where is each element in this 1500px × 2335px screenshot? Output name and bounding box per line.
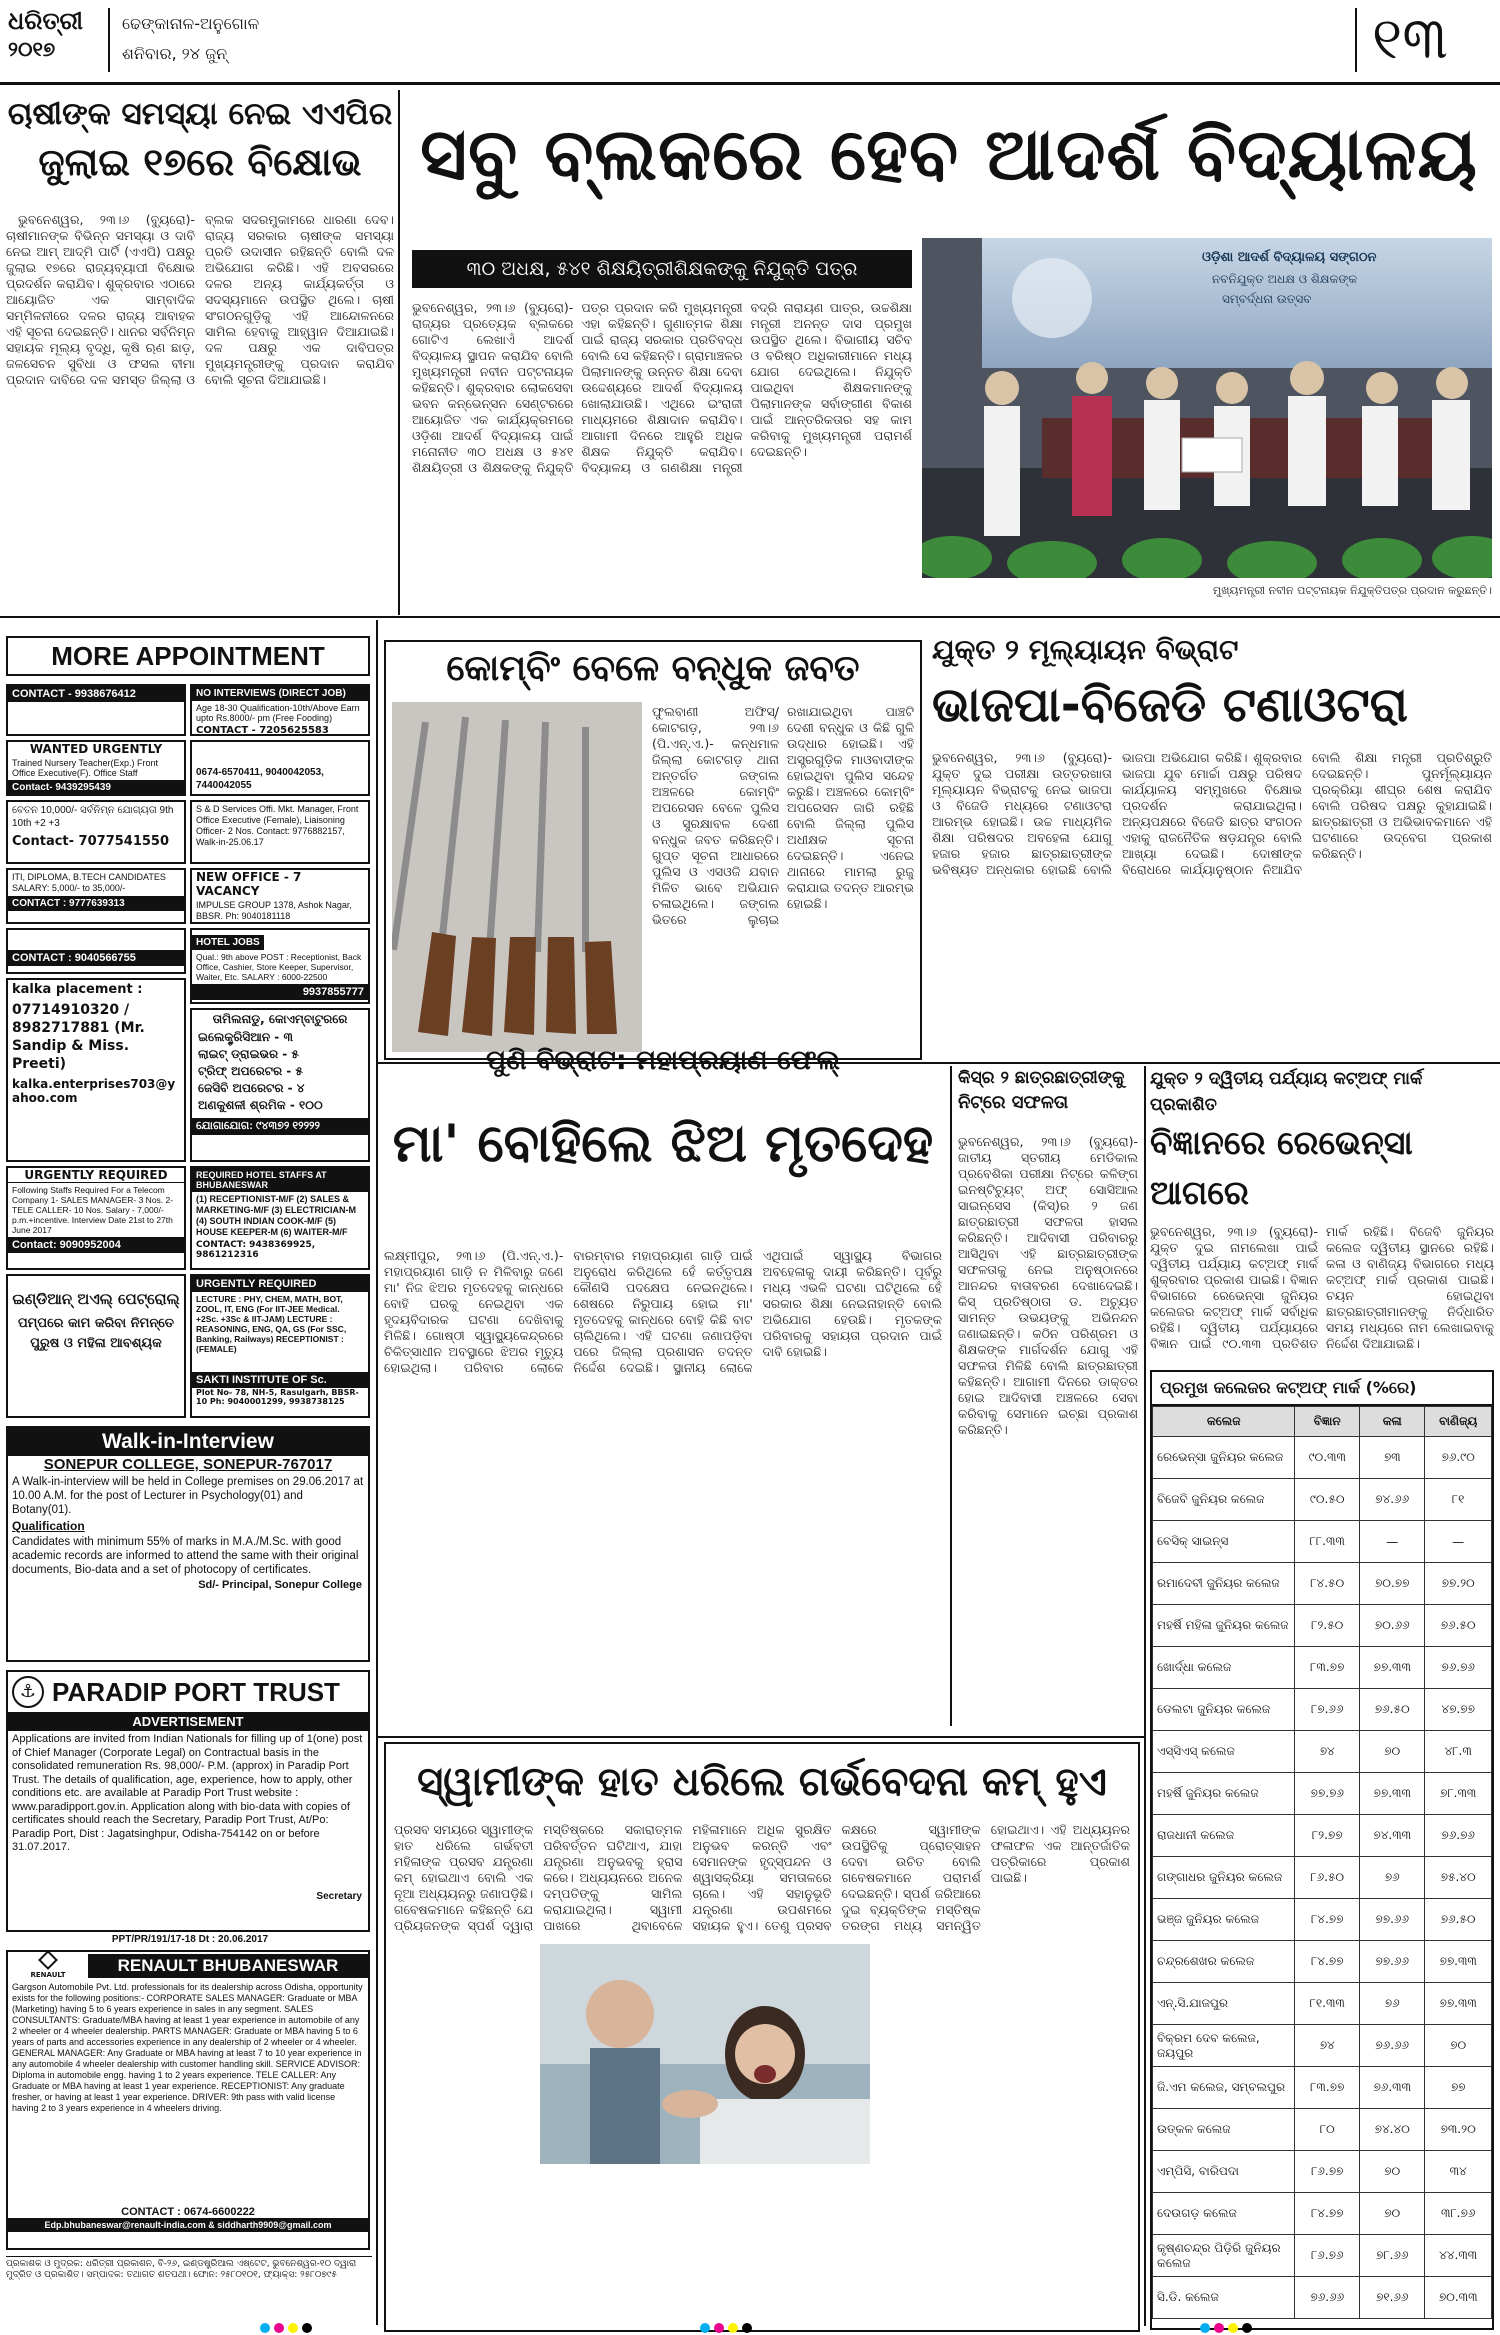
cell-science: ୮୬.୫୦ <box>1295 1857 1360 1899</box>
cell-college: ଏସ୍‌ସିଏସ୍ କଲେଜ <box>1153 1731 1295 1773</box>
cutoff-table <box>1152 1406 1492 2319</box>
story-bjp-body: ଭୁବନେଶ୍ୱର, ୨୩।୬ (ବ୍ୟୁରୋ)- ଯୁକ୍ତ ଦୁଇ ପରୀକ୍ଷା ଉତ୍ତରଖାତା ମୂଲ୍ୟାୟନ ବିଭ୍ରାଟକୁ ନେଇ ଭାଜପା ଓ ବିଜେଡି ମଧ୍ୟରେ ଟଣାଓଟରା ଆରମ୍ଭ ହୋଇଛି। ଉଚ୍ଚ ମାଧ୍ୟମିକ ଶିକ୍ଷା ପରିଷଦର ଅବହେଳା ଯୋଗୁ ହଜାର ହଜାର ଛାତ୍ରଛାତ୍ରୀଙ୍କ ଭବିଷ୍ୟତ ଅନ୍ଧକାର ହୋଇଛି ବୋଲି ଭାଜପା ଅଭିଯୋଗ କରିଛି। ଶୁକ୍ରବାର ଭାଜପା ଯୁବ ମୋର୍ଚ୍ଚା ପକ୍ଷରୁ ପରିଷଦ କାର୍ଯ୍ୟାଳୟ ସମ୍ମୁଖରେ ବିକ୍ଷୋଭ ପ୍ରଦର୍ଶନ କରାଯାଇଥିଲା। ଅନ୍ୟପକ୍ଷରେ ବିଜେଡି ଛାତ୍ର ସଂଗଠନ ଏହାକୁ ରାଜନୈତିକ ଷଡ଼ଯନ୍ତ୍ର ବୋଲି ଆଖ୍ୟା ଦେଇଛି। ଦୋଷୀଙ୍କ ବିରୋଧରେ କାର୍ଯ୍ୟାନୁଷ୍ଠାନ ନିଆଯିବ ବୋଲି ଶିକ୍ଷା ମନ୍ତ୍ରୀ ପ୍ରତିଶ୍ରୁତି ଦେଇଛନ୍ତି। ପୁନର୍ମୂଲ୍ୟାୟନ ପ୍ରକ୍ରିୟା ଶୀଘ୍ର ଶେଷ କରାଯିବ ବୋଲି ପରିଷଦ ପକ୍ଷରୁ କୁହାଯାଇଛି। ଛାତ୍ରଛାତ୍ରୀ ଓ ଅଭିଭାବକମାନେ ଏହି ଘଟଣାରେ ଉଦ୍ବେଗ ପ୍ରକାଶ କରିଛନ୍ତି। <box>932 750 1492 877</box>
story-husband <box>384 1742 1140 2332</box>
cell-college: ଏମ୍‌ପିସି, ବାରିପଦା <box>1153 2151 1295 2193</box>
ad-urgent-1-head: URGENTLY REQUIRED <box>8 1168 184 1183</box>
reg-mark-cyan <box>260 2323 270 2333</box>
ad-tamilnadu-head: ତାମିଲନାଡୁ, କୋଏମ୍ବାଟୁରରେ <box>212 1012 348 1026</box>
footer-imprint: ପ୍ରକାଶକ ଓ ମୁଦ୍ରକ: ଧରିତ୍ରୀ ପ୍ରକାଶନ, ବି-୨୬, ଇଣ୍ଡଷ୍ଟ୍ରିଆଲ ଏଷ୍ଟେଟ, ଭୁବନେଶ୍ୱର-୧୦ ଦ୍ୱାରା ମୁଦ୍ରିତ ଓ ପ୍ରକାଶିତ। ସମ୍ପାଦକ: ତଥାଗତ ଶତପଥୀ। ଫୋନ: ୨୫୮୦୧୦୧, ଫ୍ୟାକ୍ସ: ୨୫୮୦୭୯୫ <box>6 2256 372 2320</box>
photo-banner-text-1: ଓଡ଼ିଶା ଆଦର୍ଶ ବିଦ୍ୟାଳୟ ସଙ୍ଗଠନ <box>1202 250 1377 265</box>
cell-college: ଗଙ୍ଗାଧର ଜୁନିୟର କଲେଜ <box>1153 1857 1295 1899</box>
cell-commerce: ୭୬.୭୬ <box>1425 1647 1492 1689</box>
renault-diamond-icon <box>38 1950 58 1970</box>
ad-urgent-2-body: LECTURE : PHY, CHEM, MATH, BOT, ZOOL, IT, ENG (For IIT-JEE Medical. +2Sc. +3Sc & IIT-JAM) LECTURE : REASONING, ENG, QA, GS (For SSC, Banking, Railways) RECEPTIONIST : (FEMALE) <box>196 1294 347 1354</box>
cutoff-table-row <box>1153 1815 1492 1857</box>
cell-college: ଉତ୍କଳ କଲେଜ <box>1153 2109 1295 2151</box>
ad-sd-services <box>190 800 370 864</box>
story-hearse-kicker: ପୁଣି ବିଭ୍ରାଟ: ମହାପ୍ରୟାଣ ଫେଲ୍ <box>486 1045 840 1076</box>
cutoff-table-row <box>1153 2109 1492 2151</box>
cell-commerce: ୭୬.୫୦ <box>1425 1899 1492 1941</box>
ad-tamilnadu <box>190 1008 370 1162</box>
ad-urgent-1-contact: Contact: 9090952004 <box>8 1237 184 1253</box>
cell-commerce: ୩୮.୭୬ <box>1425 2193 1492 2235</box>
ad-petrol-head: ଇଣ୍ଡିଆନ୍ ଅଏଲ୍ ପେଟ୍ରୋଲ୍ <box>12 1290 180 1308</box>
cell-science: ୮୪.୭୭ <box>1295 1899 1360 1941</box>
ad-tamilnadu-line: ଇଲେକ୍ଟ୍ରିସିଆନ - ୩ <box>198 1030 293 1044</box>
cutoff-table-row <box>1153 1521 1492 1563</box>
cell-commerce: ୪୭.୭୭ <box>1425 1689 1492 1731</box>
cell-science: ୮୩.୭୭ <box>1295 2067 1360 2109</box>
ad-urgent-1 <box>6 1166 186 1270</box>
page-number: ୧୩ <box>1372 4 1448 72</box>
cell-science: ୮୬.୭୭ <box>1295 2151 1360 2193</box>
ad-renault-contact: CONTACT : 0674-6600222 <box>121 2206 255 2218</box>
cell-college: ଖୋର୍ଦ୍ଧା କଲେଜ <box>1153 1647 1295 1689</box>
cell-college: ବିକ୍ରମ ଦେବ କଲେଜ, ଜୟପୁର <box>1153 2025 1295 2067</box>
story-bjp <box>932 630 1492 1050</box>
story-cutoff-kicker: ଯୁକ୍ତ ୨ ଦ୍ୱିତୀୟ ପର୍ଯ୍ୟାୟ କଟ୍‌ଅଫ୍ ମାର୍କ ପ୍ରକାଶିତ <box>1150 1069 1423 1115</box>
cell-college: ଦେଉଗଡ଼ କଲେଜ <box>1153 2193 1295 2235</box>
cutoff-table-row <box>1153 2067 1492 2109</box>
reg-mark-magenta <box>1214 2323 1224 2333</box>
cutoff-table-header <box>1153 1407 1492 1437</box>
photo-banner-text-3: ସମ୍ବର୍ଦ୍ଧନା ଉତ୍ସବ <box>1222 292 1312 306</box>
ad-urgent-2-head: URGENTLY REQUIRED <box>192 1276 368 1292</box>
ad-renault-head: RENAULT BHUBANESWAR <box>88 1954 368 1978</box>
cell-college: ଜି.ଏମ କଲେଜ, ସମ୍ବଲପୁର <box>1153 2067 1295 2109</box>
cell-arts: ୭୭.୬୬ <box>1360 1941 1425 1983</box>
story-guns-headline: କୋମ୍ବିଂ ବେଳେ ବନ୍ଧୁକ ଜବତ <box>446 648 860 689</box>
cutoff-table-row <box>1153 1647 1492 1689</box>
paper-name: ଧରିତ୍ରୀ <box>8 6 83 35</box>
ad-hotel-staff <box>190 1166 370 1270</box>
col-arts: କଳା <box>1360 1407 1425 1437</box>
ad-hotel-body: Qual.: 9th above POST : Receptionist, Back Office, Cashier, Store Keeper, Supervisor, Waiter, Etc. SALARY : 6000-22500 <box>196 952 362 982</box>
cutoff-table-row <box>1153 2193 1492 2235</box>
ad-renault <box>6 1950 370 2250</box>
cell-arts: ୭୬.୫୦ <box>1360 1689 1425 1731</box>
cutoff-table-row <box>1153 1773 1492 1815</box>
cutoff-table-row <box>1153 1689 1492 1731</box>
schools-photo-illustration <box>922 238 1492 578</box>
cell-college: ମହର୍ଷି ଜୁନିୟର କଲେଜ <box>1153 1773 1295 1815</box>
reg-mark-cyan <box>700 2323 710 2333</box>
story-farmers-headline-1: ଚାଷୀଙ୍କ ସମସ୍ୟା ନେଇ ଏଏପିର <box>7 96 393 132</box>
cell-science: ୯୦.୫୦ <box>1295 1479 1360 1521</box>
story-cutoff-headline: ବିଜ୍ଞାନରେ ରେଭେନ୍ସା ଆଗରେ <box>1150 1123 1413 1212</box>
ad-tamilnadu-contact: ଯୋଗାଯୋଗ: ୯୪୩୭୨ ୧୨୨୨୨ <box>192 1118 368 1135</box>
cell-science: ୮୬.୭୬ <box>1295 2235 1360 2277</box>
cell-arts: ୭୭.୬୬ <box>1360 1899 1425 1941</box>
cell-science: ୮୦ <box>1295 2109 1360 2151</box>
story-students-kicker: କିସ୍‌ର ୨ ଛାତ୍ରଛାତ୍ରୀଙ୍କୁ <box>958 1068 1125 1088</box>
ad-no-interviews-contact: CONTACT - 7205625583 <box>196 725 329 736</box>
cell-science: ୭୪ <box>1295 1731 1360 1773</box>
ad-kalka-name: kalka placement : <box>12 982 143 997</box>
story-students-headline: ନିଟ୍‌ରେ ସଫଳତା <box>958 1092 1069 1113</box>
ad-urgent-1-body: Following Staffs Required For a Telecom Company 1- SALES MANAGER- 3 Nos. 2- TELE CALLER- 10 Nos. Salary - 7,000/- p.m.+incentive. Interview Date 21st to 27th June 2017 <box>12 1185 174 1235</box>
cell-college: ଏନ୍.ସି.ଯାଜପୁର <box>1153 1983 1295 2025</box>
ad-iti-body: ITI, DIPLOMA, B.TECH CANDIDATES SALARY: 5,000/- to 35,000/- <box>12 872 166 893</box>
reg-mark-cyan <box>1200 2323 1210 2333</box>
cutoff-table-row <box>1153 1731 1492 1773</box>
ad-iti-contact: CONTACT : 9777639313 <box>8 896 184 911</box>
ad-tamilnadu-line: ଲାଇଟ୍ ଡ୍ରାଇଭର - ୫ <box>198 1047 299 1061</box>
reg-mark-black <box>742 2323 752 2333</box>
reg-mark-yellow <box>1228 2323 1238 2333</box>
story-bjp-headline: ଭାଜପା-ବିଜେଡି ଟଣାଓଟରା <box>932 677 1408 733</box>
cell-college: ଭଞ୍ଜ ଜୁନିୟର କଲେଜ <box>1153 1899 1295 1941</box>
ad-new-office-head: NEW OFFICE - 7 VACANCY <box>196 870 302 898</box>
ad-hotel-jobs <box>190 928 370 1004</box>
registration-marks <box>0 2322 1500 2335</box>
ad-paradip-sub: ADVERTISEMENT <box>8 1712 368 1731</box>
cutoff-table-row <box>1153 2025 1492 2067</box>
cell-arts: ୭୦.୭୭ <box>1360 1563 1425 1605</box>
cell-science: ୯୦.୩୩ <box>1295 1437 1360 1479</box>
ad-renault-header <box>8 1952 368 1980</box>
ad-phone-row <box>190 740 370 796</box>
ad-no-interviews <box>190 684 370 736</box>
col-science: ବିଜ୍ଞାନ <box>1295 1407 1360 1437</box>
cell-commerce: ୭୩.୨୦ <box>1425 2109 1492 2151</box>
story-husband-headline: ସ୍ୱାମୀଙ୍କ ହାତ ଧରିଲେ ଗର୍ଭବେଦନା କମ୍ ହୁଏ <box>417 1759 1107 1805</box>
cell-science: ୮୧.୩୩ <box>1295 1983 1360 2025</box>
cell-commerce: ୩୪ <box>1425 2151 1492 2193</box>
cell-commerce: ୭୭.୨୦ <box>1425 1563 1492 1605</box>
cell-commerce: ୭୮.୩୩ <box>1425 1773 1492 1815</box>
ad-paradip-header <box>8 1672 368 1712</box>
cell-science: ୮୨.୫୦ <box>1295 1605 1360 1647</box>
cell-arts: ୭୭.୩୩ <box>1360 1647 1425 1689</box>
cell-arts: ୭୬ <box>1360 1983 1425 2025</box>
cell-college: ରମାଦେବୀ ଜୁନିୟର କଲେଜ <box>1153 1563 1295 1605</box>
ad-iti <box>6 868 186 924</box>
cell-commerce: — <box>1425 1521 1492 1563</box>
story-farmers-headline-2: ଜୁଲାଇ ୧୭ରେ ବିକ୍ଷୋଭ <box>38 140 362 184</box>
cell-arts: ୭୬.୬୬ <box>1360 2025 1425 2067</box>
cutoff-table-row <box>1153 1605 1492 1647</box>
cell-science: ୭୬.୬୬ <box>1295 2277 1360 2319</box>
story-farmers-body: ଭୁବନେଶ୍ୱର, ୨୩।୬ (ବ୍ୟୁରୋ)- ଚାଷୀମାନଙ୍କ ବିଭିନ୍ନ ସମସ୍ୟା ଓ ଦାବି ନେଇ ଆମ୍ ଆଦ୍ମି ପାର୍ଟି (ଏଏପି) ପକ୍ଷରୁ ଜୁଲାଇ ୧୭ରେ ରାଜ୍ୟବ୍ୟାପୀ ବିକ୍ଷୋଭ ପ୍ରଦର୍ଶନ କରାଯିବ। ଶୁକ୍ରବାର ଏଠାରେ ଆୟୋଜିତ ଏକ ସାମ୍ବାଦିକ ସମ୍ମିଳନୀରେ ଦଳର ରାଜ୍ୟ ଆବାହକ ଏହି ସୂଚନା ଦେଇଛନ୍ତି। ଧାନର ସର୍ବନିମ୍ନ ସହାୟକ ମୂଲ୍ୟ ବୃଦ୍ଧି, କୃଷି ଋଣ ଛାଡ଼, ଜଳସେଚନ ସୁବିଧା ଓ ଫସଲ ବୀମା ପ୍ରଦାନ ଦାବିରେ ଦଳ ସମସ୍ତ ଜିଲ୍ଲା ଓ ବ୍ଲକ ସଦରମୁକାମରେ ଧାରଣା ଦେବ। ରାଜ୍ୟ ସରକାର ଚାଷୀଙ୍କ ସମସ୍ୟା ପ୍ରତି ଉଦାସୀନ ରହିଛନ୍ତି ବୋଲି ଦଳ ଅଭିଯୋଗ କରିଛି। ଏହି ଅବସରରେ ଦଳର ଅନ୍ୟ କାର୍ଯ୍ୟକର୍ତ୍ତା ଓ ସଦସ୍ୟମାନେ ଉପସ୍ଥିତ ଥିଲେ। ଚାଷୀ ସଂଗଠନଗୁଡ଼ିକୁ ଏହି ଆନ୍ଦୋଳନରେ ସାମିଲ ହେବାକୁ ଆହ୍ୱାନ ଦିଆଯାଇଛି। ଦଳ ପକ୍ଷରୁ ଏକ ଦାବିପତ୍ର ମୁଖ୍ୟମନ୍ତ୍ରୀଙ୍କୁ ପ୍ରଦାନ କରାଯିବ ବୋଲି ସୂଚନା ଦିଆଯାଇଛି। <box>6 212 394 387</box>
masthead-date: ଶନିବାର, ୨୪ ଜୁନ୍ <box>122 44 228 63</box>
cell-arts: ୭୦.୬୬ <box>1360 1605 1425 1647</box>
ad-paradip-name: PARADIP PORT TRUST <box>52 1676 340 1707</box>
story-guns <box>384 640 922 1060</box>
ad-wanted-contact: Contact- 9439295439 <box>8 780 184 795</box>
reg-mark-yellow <box>728 2323 738 2333</box>
cell-commerce: ୭୬.୭୬ <box>1425 1815 1492 1857</box>
reg-mark-magenta <box>274 2323 284 2333</box>
cell-arts: — <box>1360 1521 1425 1563</box>
ad-petrol <box>6 1274 186 1418</box>
ad-walkin-qual-head: Qualification <box>12 1519 85 1533</box>
ad-wanted-head: WANTED URGENTLY <box>29 742 163 756</box>
cell-commerce: ୭୬.୯୦ <box>1425 1437 1492 1479</box>
cell-arts: ୭୦ <box>1360 2193 1425 2235</box>
ad-petrol-body: ପମ୍ପରେ କାମ କରିବା ନିମନ୍ତେ ପୁରୁଷ ଓ ମହିଳା ଆବଶ୍ୟକ <box>17 1316 175 1351</box>
cutoff-table-title: ପ୍ରମୁଖ କଲେଜର କଟ୍‌ଅଫ୍ ମାର୍କ (%ରେ) <box>1152 1372 1492 1406</box>
story-schools-body: ଭୁବନେଶ୍ୱର, ୨୩।୬ (ବ୍ୟୁରୋ)- ରାଜ୍ୟର ପ୍ରତ୍ୟେକ ବ୍ଲକରେ ଗୋଟିଏ ଲେଖାଏଁ ଆଦର୍ଶ ବିଦ୍ୟାଳୟ ସ୍ଥାପନ କରାଯିବ ବୋଲି ମୁଖ୍ୟମନ୍ତ୍ରୀ ନବୀନ ପଟ୍ଟନାୟକ କହିଛନ୍ତି। ଶୁକ୍ରବାର ଲୋକସେବା ଭବନ କନ୍ଭେନ୍ସନ ସେଣ୍ଟରରେ ଆୟୋଜିତ ଏକ କାର୍ଯ୍ୟକ୍ରମରେ ଓଡ଼ିଶା ଆଦର୍ଶ ବିଦ୍ୟାଳୟ ପାଇଁ ମନୋନୀତ ୩୦ ଅଧକ୍ଷ ଓ ୫୪୧ ଶିକ୍ଷୟିତ୍ରୀ ଓ ଶିକ୍ଷକଙ୍କୁ ନିଯୁକ୍ତି ପତ୍ର ପ୍ରଦାନ କରି ମୁଖ୍ୟମନ୍ତ୍ରୀ ଏହା କହିଛନ୍ତି। ଗୁଣାତ୍ମକ ଶିକ୍ଷା ପାଇଁ ରାଜ୍ୟ ସରକାର ପ୍ରତିବଦ୍ଧ ବୋଲି ସେ କହିଛନ୍ତି। ଗ୍ରାମାଞ୍ଚଳର ପିଲାମାନଙ୍କୁ ଉନ୍ନତ ଶିକ୍ଷା ଦେବା ଉଦ୍ଦେଶ୍ୟରେ ଆଦର୍ଶ ବିଦ୍ୟାଳୟ ଖୋଲାଯାଉଛି। ଏଥିରେ ଇଂରାଜୀ ମାଧ୍ୟମରେ ଶିକ୍ଷାଦାନ କରାଯିବ। ଆଗାମୀ ଦିନରେ ଆହୁରି ଅଧିକ ଶିକ୍ଷକ ନିଯୁକ୍ତି କରାଯିବ। ବିଦ୍ୟାଳୟ ଓ ଗଣଶିକ୍ଷା ମନ୍ତ୍ରୀ ବଦ୍ରି ନାରାୟଣ ପାତ୍ର, ଉଚ୍ଚଶିକ୍ଷା ମନ୍ତ୍ରୀ ଅନନ୍ତ ଦାସ ପ୍ରମୁଖ ଉପସ୍ଥିତ ଥିଲେ। ବିଭାଗୀୟ ସଚିବ ଓ ବରିଷ୍ଠ ଅଧିକାରୀମାନେ ମଧ୍ୟ ଯୋଗ ଦେଇଥିଲେ। ନିଯୁକ୍ତି ପାଇଥିବା ଶିକ୍ଷକମାନଙ୍କୁ ପିଲାମାନଙ୍କ ସର୍ବାଙ୍ଗୀଣ ବିକାଶ ପାଇଁ ଆନ୍ତରିକତାର ସହ କାମ କରିବାକୁ ମୁଖ୍ୟମନ୍ତ୍ରୀ ପରାମର୍ଶ ଦେଇଛନ୍ତି। <box>412 300 912 475</box>
ad-walkin-body: A Walk-in-interview will be held in College premises on 29.06.2017 at 10.00 A.M. for the post of Lecturer in Psychology(01) and Botany(01). <box>12 1476 364 1516</box>
ad-no-interviews-head: NO INTERVIEWS (DIRECT JOB) <box>192 686 368 701</box>
ad-more-appointment <box>6 636 370 676</box>
cell-commerce: ୪୪.୩୩ <box>1425 2235 1492 2277</box>
ad-job-contact: Contact- 7077541550 <box>12 834 170 849</box>
ad-walkin-college: SONEPUR COLLEGE, SONEPUR-767017 <box>43 1456 333 1473</box>
story-hearse <box>384 1040 942 1730</box>
reg-mark-yellow <box>288 2323 298 2333</box>
cell-science: ୮୪.୭୭ <box>1295 1941 1360 1983</box>
cell-commerce: ୭୦ <box>1425 2025 1492 2067</box>
ad-contact-1-text: CONTACT - 9938676412 <box>8 686 184 702</box>
story-bjp-kicker: ଯୁକ୍ତ ୨ ମୂଲ୍ୟାୟନ ବିଭ୍ରାଟ <box>932 633 1239 666</box>
story-students <box>958 1066 1138 1726</box>
ad-sakti-head: SAKTI INSTITUTE OF Sc. <box>192 1372 368 1388</box>
cell-college: ଚନ୍ଦ୍ରଶେଖର କଲେଜ <box>1153 1941 1295 1983</box>
ad-wanted-body: Trained Nursery Teacher(Exp.) Front Office Executive(F). Office Staff <box>12 758 159 778</box>
cutoff-table-row <box>1153 1437 1492 1479</box>
ad-job-salary-text: ବେତନ 10,000/- ସର୍ବନିମ୍ନ ଯୋଗ୍ୟତା 9th 10th +2 +3 <box>12 805 174 829</box>
cell-commerce: ୭୦.୩୩ <box>1425 2277 1492 2319</box>
ad-walkin-sign: Sd/- Principal, Sonepur College <box>198 1579 362 1591</box>
story-cutoff-body: ଭୁବନେଶ୍ୱର, ୨୩।୬ (ବ୍ୟୁରୋ)- ଯୁକ୍ତ ଦୁଇ ନାମଲେଖା ପାଇଁ ଦ୍ୱିତୀୟ ପର୍ଯ୍ୟାୟ କଟ୍‌ଅଫ୍ ମାର୍କ ଶୁକ୍ରବାର ପ୍ରକାଶ ପାଇଛି। ବିଜ୍ଞାନ ବିଭାଗରେ ରେଭେନ୍ସା ଜୁନିୟର କଲେଜର କଟ୍‌ଅଫ୍ ମାର୍କ ସର୍ବାଧିକ ରହିଛି। ଦ୍ୱିତୀୟ ପର୍ଯ୍ୟାୟରେ ବିଜ୍ଞାନ ପାଇଁ ୯୦.୩୩ ପ୍ରତିଶତ ମାର୍କ ରହିଛି। ବିଜେବି ଜୁନିୟର କଲେଜ ଦ୍ୱିତୀୟ ସ୍ଥାନରେ ରହିଛି। କଳା ଓ ବାଣିଜ୍ୟ ବିଭାଗରେ ମଧ୍ୟ କଟ୍‌ଅଫ୍ ମାର୍କ ପ୍ରକାଶ ପାଇଛି। ଚୟନ ହୋଇଥିବା ଛାତ୍ରଛାତ୍ରୀମାନଙ୍କୁ ନିର୍ଦ୍ଧାରିତ ସମୟ ମଧ୍ୟରେ ନାମ ଲେଖାଇବାକୁ ନିର୍ଦ୍ଦେଶ ଦିଆଯାଇଛି। <box>1150 1224 1494 1351</box>
reg-mark-black <box>302 2323 312 2333</box>
cell-science: ୭୪ <box>1295 2025 1360 2067</box>
cell-science: ୭୭.୭୬ <box>1295 1773 1360 1815</box>
masthead-logo-box <box>8 6 98 72</box>
story-cutoff <box>1150 1066 1494 1366</box>
schools-photo <box>922 238 1492 578</box>
cell-science: ୮୪.୭୭ <box>1295 2193 1360 2235</box>
cell-science: ୮୭.୬୬ <box>1295 1689 1360 1731</box>
ad-hotel-staff-head: REQUIRED HOTEL STAFFS AT BHUBANESWAR <box>192 1168 368 1192</box>
story-schools-subhead: ୩୦ ଅଧକ୍ଷ, ୫୪୧ ଶିକ୍ଷୟିତ୍ରୀଶିକ୍ଷକଙ୍କୁ ନିଯୁକ୍ତି ପତ୍ର <box>412 250 912 288</box>
ad-kalka-phone: 07714910320 / 8982717881 (Mr. Sandip & Miss. Preeti) <box>12 1002 145 1072</box>
cell-arts: ୭୦ <box>1360 1731 1425 1773</box>
cutoff-table-row <box>1153 1563 1492 1605</box>
ad-hotel-staff-contact: CONTACT: 9438369925, 9861212316 <box>196 1240 316 1260</box>
story-hearse-body: ଲକ୍ଷ୍ମୀପୁର, ୨୩।୬ (ପି.ଏନ୍.ଏ.)- ମହାପ୍ରୟାଣ ଗାଡ଼ି ନ ମିଳିବାରୁ ଜଣେ ମା' ନିଜ ଝିଅର ମୃତଦେହକୁ କାନ୍ଧରେ ବୋହି ଘରକୁ ନେଇଥିବା ଏକ ହୃଦୟବିଦାରକ ଘଟଣା ଦେଖିବାକୁ ମିଳିଛି। ଗୋଷ୍ଠୀ ସ୍ୱାସ୍ଥ୍ୟକେନ୍ଦ୍ରରେ ଚିକିତ୍ସାଧୀନ ଅବସ୍ଥାରେ ଝିଅର ମୃତ୍ୟୁ ହୋଇଥିଲା। ପରିବାର ଲୋକେ ବାରମ୍ବାର ମହାପ୍ରୟାଣ ଗାଡ଼ି ପାଇଁ ଅନୁରୋଧ କରିଥିଲେ ହେଁ କର୍ତ୍ତୃପକ୍ଷ କୌଣସି ପଦକ୍ଷେପ ନେଇନଥିଲେ। ଶେଷରେ ନିରୁପାୟ ହୋଇ ମା' ମୃତଦେହକୁ କାନ୍ଧରେ ବୋହି କିଛି ବାଟ ଚାଲିଥିଲେ। ଏହି ଘଟଣା ଜଣାପଡ଼ିବା ପରେ ଜିଲ୍ଲା ପ୍ରଶାସନ ତଦନ୍ତ ନିର୍ଦ୍ଦେଶ ଦେଇଛି। ସ୍ଥାନୀୟ ଲୋକେ ଏଥିପାଇଁ ସ୍ୱାସ୍ଥ୍ୟ ବିଭାଗର ଅବହେଳାକୁ ଦାୟୀ କରିଛନ୍ତି। ପୂର୍ବରୁ ମଧ୍ୟ ଏଭଳି ଘଟଣା ଘଟିଥିଲେ ହେଁ ସରକାର ଶିକ୍ଷା ନେଇନାହାନ୍ତି ବୋଲି ଅଭିଯୋଗ ହେଉଛି। ମୃତକଙ୍କ ପରିବାରକୁ ସହାୟତା ପ୍ରଦାନ ପାଇଁ ଦାବି ହୋଇଛି। <box>384 1248 942 1375</box>
ad-job-salary <box>6 800 186 864</box>
cell-commerce: ୮୧ <box>1425 1479 1492 1521</box>
cutoff-table-row <box>1153 1941 1492 1983</box>
cell-arts: ୭୧.୬୬ <box>1360 2277 1425 2319</box>
col-commerce: ବାଣିଜ୍ୟ <box>1425 1407 1492 1437</box>
ad-hotel-contact: 9937855777 <box>192 984 368 1000</box>
ad-renault-email[interactable]: Edp.bhubaneswar@renault-india.com & siddharth9909@gmail.com <box>8 2218 368 2232</box>
cell-arts: ୭୩ <box>1360 1437 1425 1479</box>
col-college: କଲେଜ <box>1153 1407 1295 1437</box>
cell-commerce: ୭୭.୩୩ <box>1425 1983 1492 2025</box>
ad-walkin <box>6 1426 370 1662</box>
story-guns-body: ଫୁଲବାଣୀ ଅଫିସ୍/କୋଟଗଡ଼, ୨୩।୬ (ପି.ଏନ୍.ଏ.)- କନ୍ଧମାଳ ଜିଲ୍ଲା କୋଟଗଡ଼ ଥାନା ଅନ୍ତର୍ଗତ ଜଙ୍ଗଲ ଅଞ୍ଚଳରେ କୋମ୍ବିଂ ଅପରେସନ ବେଳେ ପୁଲିସ ଓ ସୁରକ୍ଷାବଳ ଦେଶୀ ବନ୍ଧୁକ ଜବତ କରିଛନ୍ତି। ଗୁପ୍ତ ସୂଚନା ଆଧାରରେ ପୁଲିସ ଓ ଏସଓଜି ଯବାନ ମିଳିତ ଭାବେ ଅଭିଯାନ ଚଳାଇଥିଲେ। ଜଙ୍ଗଲ ଭିତରେ ଲୁଚାଇ ରଖାଯାଇଥିବା ପାଞ୍ଚଟି ଦେଶୀ ବନ୍ଧୁକ ଓ କିଛି ଗୁଳି ଉଦ୍ଧାର ହୋଇଛି। ଏହି ଅସ୍ତ୍ରଗୁଡ଼ିକ ମାଓବାଦୀଙ୍କ ହୋଇଥିବା ପୁଲିସ ସନ୍ଦେହ କରୁଛି। ଅଞ୍ଚଳରେ କୋମ୍ବିଂ ଅପରେସନ ଜାରି ରହିଛି ବୋଲି ଜିଲ୍ଲା ପୁଲିସ ଅଧୀକ୍ଷକ ସୂଚନା ଦେଇଛନ୍ତି। ଏନେଇ ଥାନାରେ ମାମଲା ରୁଜୁ କରାଯାଇ ତଦନ୍ତ ଆରମ୍ଭ ହୋଇଛି। <box>652 704 914 927</box>
ad-tamilnadu-line: ଟ୍ରିଫ୍ ଅପରେଟର - ୫ <box>198 1064 303 1078</box>
ad-contact-2 <box>6 928 186 974</box>
masthead-year: ୨୦୧୭ <box>8 37 56 61</box>
cell-science: ୮୮.୩୩ <box>1295 1521 1360 1563</box>
story-hearse-headline: ମା' ବୋହିଲେ ଝିଅ ମୃତଦେହ <box>392 1114 934 1174</box>
ad-walkin-head: Walk-in-Interview <box>8 1428 368 1456</box>
masthead <box>0 0 1500 82</box>
ad-walkin-qual: Candidates with minimum 55% of marks in M.A./M.Sc. with good academic records are informed to attend the same with their original documents, Bio-data and a set of photocopy of certificates. <box>12 1536 359 1576</box>
cell-arts: ୭୮.୬୬ <box>1360 2235 1425 2277</box>
reg-mark-magenta <box>714 2323 724 2333</box>
cell-commerce: ୭୫.୪୦ <box>1425 1857 1492 1899</box>
ad-phone-row-text: 0674-6570411, 9040042053, 7440042055 <box>196 767 324 791</box>
guns-photo <box>392 702 642 1052</box>
ad-new-office <box>190 868 370 924</box>
ad-paradip-body: Applications are invited from Indian Nationals for filling up of 1(one) post of Chief Manager (Corporate Legal) on Contractual basis in the consolidated remuneration Rs. 98,000/- P.M. (approx) in Paradip Port Trust. The details of qualification, age, experience, how to apply, other conditions etc. are available at Paradip Port Trust website : www.paradipport.gov.in. Application along with bio-data with copies of certificates should reach the Secretary, Paradip Port Trust, At/Po: Paradip Port, Dist : Jagatsinghpur, Odisha-754142 on or before 31.07.2017. <box>12 1733 363 1853</box>
story-farmers <box>6 92 394 612</box>
cutoff-table-row <box>1153 1899 1492 1941</box>
anchor-icon: ⚓ <box>12 1676 44 1708</box>
cutoff-table-row <box>1153 2277 1492 2319</box>
cell-college: ବେସିକ୍ ସାଇନ୍ସ <box>1153 1521 1295 1563</box>
cell-science: ୮୪.୫୦ <box>1295 1563 1360 1605</box>
cell-college: ରେଭେନ୍ସା ଜୁନିୟର କଲେଜ <box>1153 1437 1295 1479</box>
masthead-edition: ଢେଙ୍କାନାଳ-ଅନୁଗୋଳ <box>122 14 260 33</box>
cell-commerce: ୭୭.୩୩ <box>1425 1941 1492 1983</box>
cell-arts: ୭୭.୩୩ <box>1360 1773 1425 1815</box>
cell-science: ୮୨.୭୭ <box>1295 1815 1360 1857</box>
ad-sd-services-text: S & D Services Offi. Mkt. Manager, Front Office Executive (Female), Liaisoning Officer- 2 Nos. Contact: 9776882157, Walk-in-25.06.17 <box>196 804 359 847</box>
ad-paradip-sign: Secretary <box>316 1891 362 1902</box>
story-husband-body: ପ୍ରସବ ସମୟରେ ସ୍ୱାମୀଙ୍କ ହାତ ଧରିଲେ ଗର୍ଭବତୀ ମହିଳାଙ୍କ ପ୍ରସବ ଯନ୍ତ୍ରଣା କମ୍ ହୋଇଥାଏ ବୋଲି ଏକ ନୂଆ ଅଧ୍ୟୟନରୁ ଜଣାପଡ଼ିଛି। ଗବେଷକମାନେ କହିଛନ୍ତି ଯେ ପ୍ରିୟଜନଙ୍କ ସ୍ପର୍ଶ ଦ୍ୱାରା ମସ୍ତିଷ୍କରେ ସକାରାତ୍ମକ ପରିବର୍ତ୍ତନ ଘଟିଥାଏ, ଯାହା ଯନ୍ତ୍ରଣା ଅନୁଭବକୁ ହ୍ରାସ କରେ। ଅଧ୍ୟୟନରେ ଅନେକ ଦମ୍ପତିଙ୍କୁ ସାମିଲ କରାଯାଇଥିଲା। ସ୍ୱାମୀ ପାଖରେ ଥିବାବେଳେ ମହିଳାମାନେ ଅଧିକ ସୁରକ୍ଷିତ ଅନୁଭବ କରନ୍ତି ଏବଂ ସେମାନଙ୍କ ହୃଦ୍‌ସ୍ପନ୍ଦନ ଓ ଶ୍ୱାସକ୍ରିୟା ସମତାଳରେ ଚାଲେ। ଏହି ସହାନୁଭୂତି ଯନ୍ତ୍ରଣା ଉପଶମରେ ସହାୟକ ହୁଏ। ତେଣୁ ପ୍ରସବ କକ୍ଷରେ ସ୍ୱାମୀଙ୍କ ଉପସ୍ଥିତିକୁ ପ୍ରୋତ୍ସାହନ ଦେବା ଉଚିତ ବୋଲି ଗବେଷକମାନେ ପରାମର୍ଶ ଦେଇଛନ୍ତି। ସ୍ପର୍ଶ ଜରିଆରେ ଦୁଇ ବ୍ୟକ୍ତିଙ୍କ ମସ୍ତିଷ୍କ ତରଙ୍ଗ ମଧ୍ୟ ସମନ୍ୱିତ ହୋଇଥାଏ। ଏହି ଅଧ୍ୟୟନର ଫଳାଫଳ ଏକ ଆନ୍ତର୍ଜାତିକ ପତ୍ରିକାରେ ପ୍ରକାଶ ପାଇଛି। <box>394 1822 1130 1933</box>
cell-science: ୮୩.୭୭ <box>1295 1647 1360 1689</box>
photo-banner-text-2: ନବନିଯୁକ୍ତ ଅଧକ୍ଷ ଓ ଶିକ୍ଷକଙ୍କ <box>1212 272 1358 286</box>
story-schools-headline: ସବୁ ବ୍ଲକରେ ହେବ ଆଦର୍ଶ ବିଦ୍ୟାଳୟ <box>420 112 1478 196</box>
ad-wanted <box>6 740 186 796</box>
cutoff-table-body <box>1153 1437 1492 2319</box>
ad-hotel-head: HOTEL JOBS <box>192 935 264 950</box>
cell-arts: ୭୪.୬୬ <box>1360 1479 1425 1521</box>
reg-mark-black <box>1242 2323 1252 2333</box>
cell-college: ମହର୍ଷି ମହିଳା ଜୁନିୟର କଲେଜ <box>1153 1605 1295 1647</box>
cutoff-table-row <box>1153 1479 1492 1521</box>
ad-paradip-ref: PPT/PR/191/17-18 Dt : 20.06.2017 <box>111 1934 269 1945</box>
schools-photo-caption: ମୁଖ୍ୟମନ୍ତ୍ରୀ ନବୀନ ପଟ୍ଟନାୟକ ନିଯୁକ୍ତିପତ୍ର ପ୍ରଦାନ କରୁଛନ୍ତି। <box>1212 584 1492 597</box>
cutoff-table-row <box>1153 1857 1492 1899</box>
renault-logo <box>8 1952 88 1980</box>
ad-kalka <box>6 978 186 1162</box>
ad-urgent-2 <box>190 1274 370 1418</box>
ad-paradip-port <box>6 1670 370 1932</box>
cell-arts: ୭୪.୩୩ <box>1360 1815 1425 1857</box>
cell-arts: ୭୬ <box>1360 1857 1425 1899</box>
cutoff-table-box <box>1150 1370 1494 2330</box>
cutoff-table-row <box>1153 2151 1492 2193</box>
cell-commerce: ୭୬.୫୦ <box>1425 1605 1492 1647</box>
cell-college: ରାଜଧାନୀ କଲେଜ <box>1153 1815 1295 1857</box>
ad-tamilnadu-line: ଜେସିବି ଅପରେଟର - ୪ <box>198 1081 305 1095</box>
ad-sakti-body: Plot No- 78, NH-5, Rasulgarh, BBSR-10 Ph: 9040001299, 9938738125 <box>196 1388 359 1406</box>
cell-college: କୃଷ୍ଣଚନ୍ଦ୍ର ପିଡ଼ିରି ଜୁନିୟର କଲେଜ <box>1153 2235 1295 2277</box>
story-students-body: ଭୁବନେଶ୍ୱର, ୨୩।୬ (ବ୍ୟୁରୋ)- ଜାତୀୟ ସ୍ତରୀୟ ମେଡିକାଲ ପ୍ରବେଶିକା ପରୀକ୍ଷା ନିଟ୍‌ରେ କଳିଙ୍ଗ ଇନଷ୍ଟିଚ୍ୟୁଟ୍ ଅଫ୍ ସୋସିଆଲ ସାଇନ୍ସେସ (କିସ୍)ର ୨ ଜଣ ଛାତ୍ରଛାତ୍ରୀ ସଫଳତା ହାସଲ କରିଛନ୍ତି। ଆଦିବାସୀ ପରିବାରରୁ ଆସିଥିବା ଏହି ଛାତ୍ରଛାତ୍ରୀଙ୍କ ସଫଳତାକୁ ନେଇ ଅନୁଷ୍ଠାନରେ ଆନନ୍ଦର ବାତାବରଣ ଦେଖାଦେଇଛି। କିସ୍ ପ୍ରତିଷ୍ଠାତା ଡ. ଅଚ୍ୟୁତ ସାମନ୍ତ ଉଭୟଙ୍କୁ ଅଭିନନ୍ଦନ ଜଣାଇଛନ୍ତି। କଠିନ ପରିଶ୍ରମ ଓ ଶିକ୍ଷକଙ୍କ ମାର୍ଗଦର୍ଶନ ଯୋଗୁ ଏହି ସଫଳତା ମିଳିଛି ବୋଲି ଛାତ୍ରଛାତ୍ରୀ କହିଛନ୍ତି। ଆଗାମୀ ଦିନରେ ଡାକ୍ତର ହୋଇ ଆଦିବାସୀ ଅଞ୍ଚଳରେ ସେବା କରିବାକୁ ସେମାନେ ଇଚ୍ଛା ପ୍ରକାଶ କରିଛନ୍ତି। <box>958 1134 1138 1437</box>
ad-kalka-email[interactable]: kalka.enterprises703@yahoo.com <box>12 1077 176 1105</box>
ad-no-interviews-body: Age 18-30 Qualification-10th/Above Earn upto Rs.8000/- pm (Free Fooding) <box>196 703 360 723</box>
cell-arts: ୭୪.୪୦ <box>1360 2109 1425 2151</box>
ad-more-appointment-title: MORE APPOINTMENT <box>51 641 325 671</box>
cutoff-table-row <box>1153 1983 1492 2025</box>
ad-contact-2-text: CONTACT : 9040566755 <box>8 950 184 966</box>
guns-photo-illustration <box>392 702 642 1052</box>
cell-arts: ୭୦ <box>1360 2151 1425 2193</box>
ad-tamilnadu-line: ଅଣକୁଶଳୀ ଶ୍ରମିକ - ୧୦୦ <box>198 1098 323 1112</box>
cutoff-table-row <box>1153 2235 1492 2277</box>
renault-brand: RENAULT <box>30 1971 66 1979</box>
cell-college: ସି.ଡି. କଲେଜ <box>1153 2277 1295 2319</box>
cell-commerce: ୪୮.୩ <box>1425 1731 1492 1773</box>
ad-renault-body: Gargson Automobile Pvt. Ltd. professionals for its dealership across Odisha, opportunity exists for the following positions:- CORPORATE SALES MANAGER: Graduate or MBA (Marketing) having 5 to 6 years experience in sales in any segment. SALES CONSULTANTS: Graduate/MBA having at least 1 year experience in automobile of any 2 wheeler or 4 wheeler dealership. PARTS MANAGER: Graduate or MBA having 5 to 6 years of parts and accessories experience in any dealership of 2 wheeler or 4 wheeler. GENERAL MANAGER: Any Graduate or MBA having at least 7 to 10 year experience in any automobile 4 wheeler dealership with customer handling skill. SERVICE ADVISOR: Diploma in automobile engg. having 1 to 2 years experience. TELE CALLER: Any Graduate or MBA having at least 1 year experience. RECEPTIONIST: Any graduate fresher, or having at least 1 year experience. DRIVER: 9th pass with valid license having 2 to 3 years experience in 4 wheelers driving. <box>12 1982 363 2113</box>
ad-hotel-staff-body: (1) RECEPTIONIST-M/F (2) SALES & MARKETING-M/F (3) ELECTRICIAN-M (4) SOUTH INDIAN COOK-M/F (5) HOUSE KEEPER-M (6) WAITER-M/F <box>196 1194 356 1237</box>
ad-new-office-body: IMPULSE GROUP 1378, Ashok Nagar, BBSR. Ph: 9040181118 <box>196 900 352 921</box>
ad-contact-1 <box>6 684 186 736</box>
cell-arts: ୭୬.୩୩ <box>1360 2067 1425 2109</box>
cell-college: ବିଜେବି ଜୁନିୟର କଲେଜ <box>1153 1479 1295 1521</box>
cell-college: ଡେଲଟା ଜୁନିୟର କଲେଜ <box>1153 1689 1295 1731</box>
cell-commerce: ୭୭ <box>1425 2067 1492 2109</box>
